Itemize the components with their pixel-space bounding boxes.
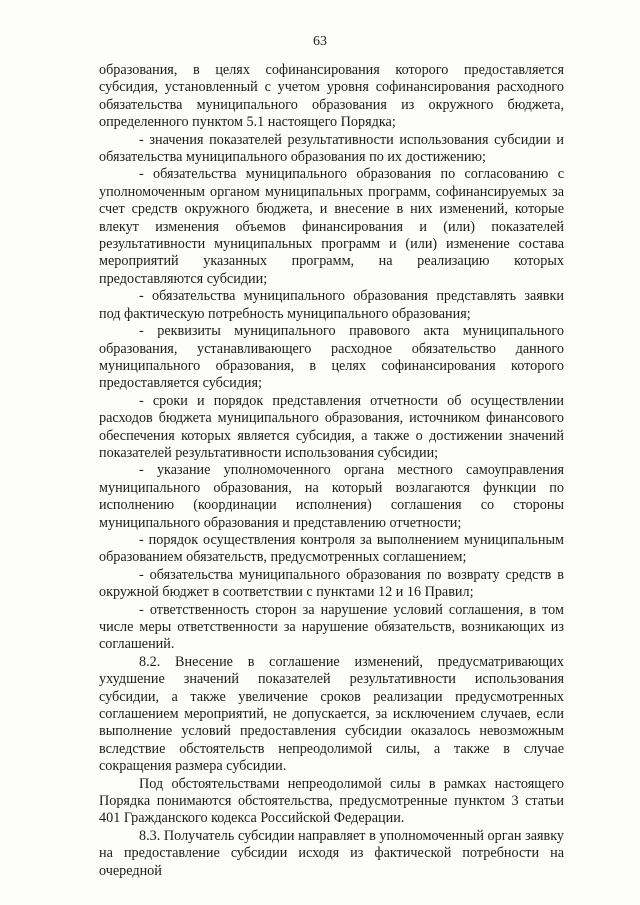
paragraph: 8.3. Получатель субсидии направляет в уполномоченный орган заявку на предоставление субсидии исходя из фактической потребности на очередной <box>99 827 564 879</box>
paragraph: - обязательства муниципального образования представлять заявки под фактическую потребность муниципального образования; <box>99 288 564 322</box>
paragraph: - ответственность сторон за нарушение условий соглашения, в том числе меры ответственности за нарушение обязательств, возникающих из соглашений. <box>99 601 564 653</box>
paragraph: образования, в целях софинансирования которого предоставляется субсидия, установленный с учетом уровня софинансирования расходного обязательства муниципального образования из окружного бюджета, определенного пунктом 5.1 настоящего Порядка; <box>99 62 564 131</box>
document-body <box>99 62 564 880</box>
paragraph: 8.2. Внесение в соглашение изменений, предусматривающих ухудшение значений показателей результативности использования субсидии, а также увеличение сроков реализации предусмотренных соглашением мероприятий, не допускается, за исключением случаев, если выполнение условий предоставления субсидии оказалось невозможным вследствие обстоятельств непреодолимой силы, а также в случае сокращения размера субсидии. <box>99 653 564 775</box>
paragraph: - сроки и порядок представления отчетности об осуществлении расходов бюджета муниципального образования, источником финансового обеспечения которых является субсидия, а также о достижении значений показателей результативности использования субсидии; <box>99 392 564 461</box>
paragraph: - реквизиты муниципального правового акта муниципального образования, устанавливающего расходное обязательство данного муниципального образования, в целях софинансирования которого предоставляется субсидия; <box>99 323 564 392</box>
paragraph: - значения показателей результативности использования субсидии и обязательства муниципального образования по их достижению; <box>99 131 564 166</box>
paragraph: Под обстоятельствами непреодолимой силы в рамках настоящего Порядка понимаются обстоятельства, предусмотренные пунктом 3 статьи 401 Гражданского кодекса Российской Федерации. <box>99 775 564 827</box>
paragraph: - обязательства муниципального образования по согласованию с уполномоченным органом муниципальных программ, софинансируемых за счет средств окружного бюджета, и внесение в них изменений, которые влекут изменения объемов финансирования и (или) показателей результативности муниципальных программ и (или) изменение состава мероприятий указанных программ, на реализацию которых предоставляются субсидии; <box>99 166 564 287</box>
paragraph: - указание уполномоченного органа местного самоуправления муниципального образования, на который возлагаются функции по исполнению (координации исполнения) соглашения со стороны муниципального образования и представлению отчетности; <box>99 462 564 531</box>
paragraph: - порядок осуществления контроля за выполнением муниципальным образованием обязательств, предусмотренных соглашением; <box>99 531 564 566</box>
paragraph: - обязательства муниципального образования по возврату средств в окружной бюджет в соответствии с пунктами 12 и 16 Правил; <box>99 566 564 601</box>
page-number: 63 <box>313 34 327 49</box>
